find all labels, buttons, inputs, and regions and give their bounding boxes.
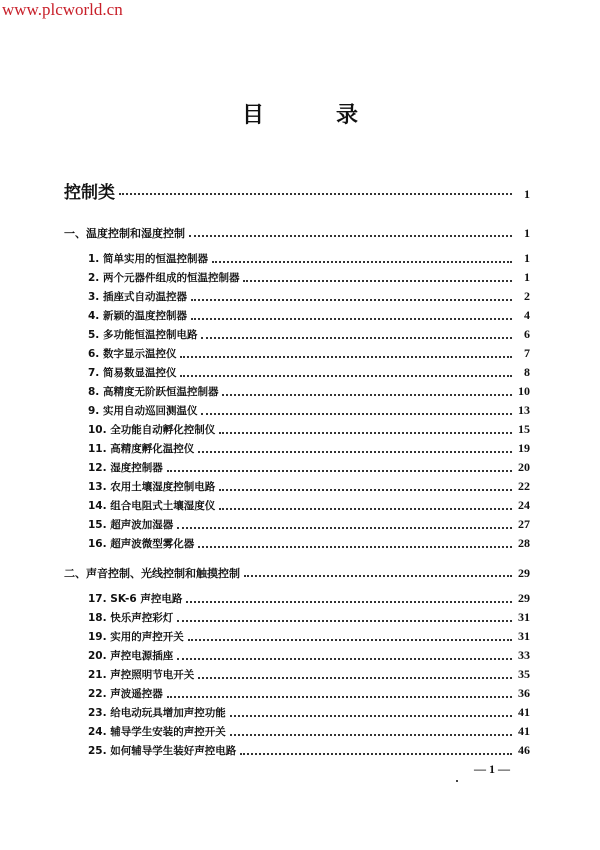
toc-page-number: 8: [524, 365, 530, 379]
toc-page-number: 4: [524, 308, 530, 322]
leader-dots: [177, 527, 512, 529]
toc-item[interactable]: [88, 460, 530, 475]
leader-dots: [189, 235, 512, 237]
watermark: www.plcworld.cn: [2, 0, 123, 19]
toc-label: 19. 实用的声控开关: [88, 631, 184, 643]
toc-label: 18. 快乐声控彩灯: [88, 612, 174, 624]
page-folio: — 1 —: [474, 762, 510, 776]
leader-dots: [167, 470, 512, 472]
leader-dots: [177, 658, 512, 660]
toc-item[interactable]: [88, 346, 530, 361]
toc-page-number: 20: [518, 460, 530, 474]
toc-page-number: 31: [518, 629, 530, 643]
leader-dots: [188, 639, 512, 641]
toc-item[interactable]: [88, 724, 530, 739]
toc-page-number: 46: [518, 743, 530, 757]
toc-page-number: 41: [518, 724, 530, 738]
toc-page-number: 10: [518, 384, 530, 398]
toc-label: 5. 多功能恒温控制电路: [88, 329, 198, 341]
title-char-1: 目: [241, 103, 264, 128]
toc-page-number: 1: [524, 226, 530, 240]
toc-label: 6. 数字显示温控仪: [88, 348, 177, 360]
toc-item[interactable]: [88, 384, 530, 399]
toc-item[interactable]: [88, 289, 530, 304]
toc-item[interactable]: [88, 610, 530, 625]
leader-dots: [186, 601, 512, 603]
toc-item[interactable]: [88, 365, 530, 380]
leader-dots: [212, 261, 512, 263]
leader-dots: [198, 451, 512, 453]
toc-label: 15. 超声波加湿器: [88, 519, 174, 531]
toc-label: 控制类: [64, 183, 115, 203]
toc-page-number: 33: [518, 648, 530, 662]
toc-label: 24. 辅导学生安装的声控开关: [88, 726, 226, 738]
leader-dots: [219, 432, 512, 434]
leader-dots: [222, 394, 512, 396]
toc-page-number: 27: [518, 517, 530, 531]
toc-label: 13. 农用土壤湿度控制电路: [88, 481, 216, 493]
toc-item[interactable]: [88, 441, 530, 456]
title-char-2: 录: [336, 103, 359, 128]
toc-category[interactable]: [64, 178, 530, 203]
toc-page-number: 15: [518, 422, 530, 436]
leader-dots: [180, 375, 512, 377]
toc-item[interactable]: [88, 403, 530, 418]
toc-page-number: 24: [518, 498, 530, 512]
leader-dots: [230, 715, 512, 717]
toc-label: 10. 全功能自动孵化控制仪: [88, 424, 216, 436]
toc-label: 8. 高精度无阶跃恒温控制器: [88, 386, 219, 398]
toc-label: 16. 超声波微型雾化器: [88, 538, 195, 550]
toc-label: 3. 插座式自动温控器: [88, 291, 187, 303]
toc-page-number: 22: [518, 479, 530, 493]
toc-item[interactable]: [88, 686, 530, 701]
leader-dots: [244, 575, 512, 577]
toc-label: 23. 给电动玩具增加声控功能: [88, 707, 226, 719]
toc-page-number: 2: [524, 289, 530, 303]
toc-item[interactable]: [88, 479, 530, 494]
leader-dots: [201, 337, 512, 339]
toc-item[interactable]: [88, 498, 530, 513]
toc-label: 21. 声控照明节电开关: [88, 669, 195, 681]
toc-item[interactable]: [88, 536, 530, 551]
leader-dots: [191, 318, 512, 320]
toc-page-number: 41: [518, 705, 530, 719]
leader-dots: [191, 299, 512, 301]
page-title: [0, 98, 600, 129]
toc-label: 14. 组合电阻式土壤湿度仪: [88, 500, 216, 512]
toc-page-number: 29: [518, 591, 530, 605]
toc-page-number: 1: [524, 270, 530, 284]
toc-label: 20. 声控电源插座: [88, 650, 174, 662]
toc-label: 7. 简易数显温控仪: [88, 367, 177, 379]
toc-section[interactable]: [64, 225, 530, 241]
toc-label: 17. SK-6 声控电路: [88, 593, 183, 605]
toc-item[interactable]: [88, 705, 530, 720]
toc-page-number: 28: [518, 536, 530, 550]
toc-item[interactable]: [88, 308, 530, 323]
leader-dots: [201, 413, 512, 415]
toc-label: 9. 实用自动巡回测温仪: [88, 405, 198, 417]
toc-label: 二、声音控制、光线控制和触摸控制: [64, 567, 240, 580]
leader-dots: [198, 546, 512, 548]
toc-label: 一、温度控制和湿度控制: [64, 227, 185, 240]
toc-item[interactable]: [88, 648, 530, 663]
toc-item[interactable]: [88, 743, 530, 758]
toc-item[interactable]: [88, 591, 530, 606]
toc-page-number: 1: [524, 187, 530, 201]
toc-page-number: 1: [524, 251, 530, 265]
leader-dots: [219, 508, 512, 510]
leader-dots: [240, 753, 512, 755]
toc-page-number: 7: [524, 346, 530, 360]
toc-item[interactable]: [88, 422, 530, 437]
toc-section[interactable]: [64, 565, 530, 581]
toc-page-number: 31: [518, 610, 530, 624]
toc-page-number: 36: [518, 686, 530, 700]
toc-page-number: 35: [518, 667, 530, 681]
leader-dots: [119, 193, 512, 195]
toc-item[interactable]: [88, 327, 530, 342]
toc-label: 1. 简单实用的恒温控制器: [88, 253, 208, 265]
leader-dots: [180, 356, 512, 358]
toc-label: 4. 新颖的温度控制器: [88, 310, 187, 322]
leader-dots: [219, 489, 512, 491]
toc-item[interactable]: [88, 667, 530, 682]
toc-page-number: 6: [524, 327, 530, 341]
leader-dots: [243, 280, 512, 282]
toc-item[interactable]: [88, 629, 530, 644]
toc-item[interactable]: [88, 270, 530, 285]
toc-item[interactable]: [88, 517, 530, 532]
leader-dots: [177, 620, 512, 622]
toc-label: 22. 声波遥控器: [88, 688, 163, 700]
toc-label: 2. 两个元器件组成的恒温控制器: [88, 272, 240, 284]
toc-label: 12. 湿度控制器: [88, 462, 163, 474]
leader-dots: [198, 677, 512, 679]
leader-dots: [230, 734, 512, 736]
toc-label: 11. 高精度孵化温控仪: [88, 443, 195, 455]
leader-dots: [167, 696, 512, 698]
toc-page-number: 13: [518, 403, 530, 417]
toc-label: 25. 如何辅导学生装好声控电路: [88, 745, 237, 757]
toc-page-number: 29: [518, 566, 530, 580]
scan-speck: [456, 780, 458, 782]
toc-item[interactable]: [88, 251, 530, 266]
toc-page-number: 19: [518, 441, 530, 455]
